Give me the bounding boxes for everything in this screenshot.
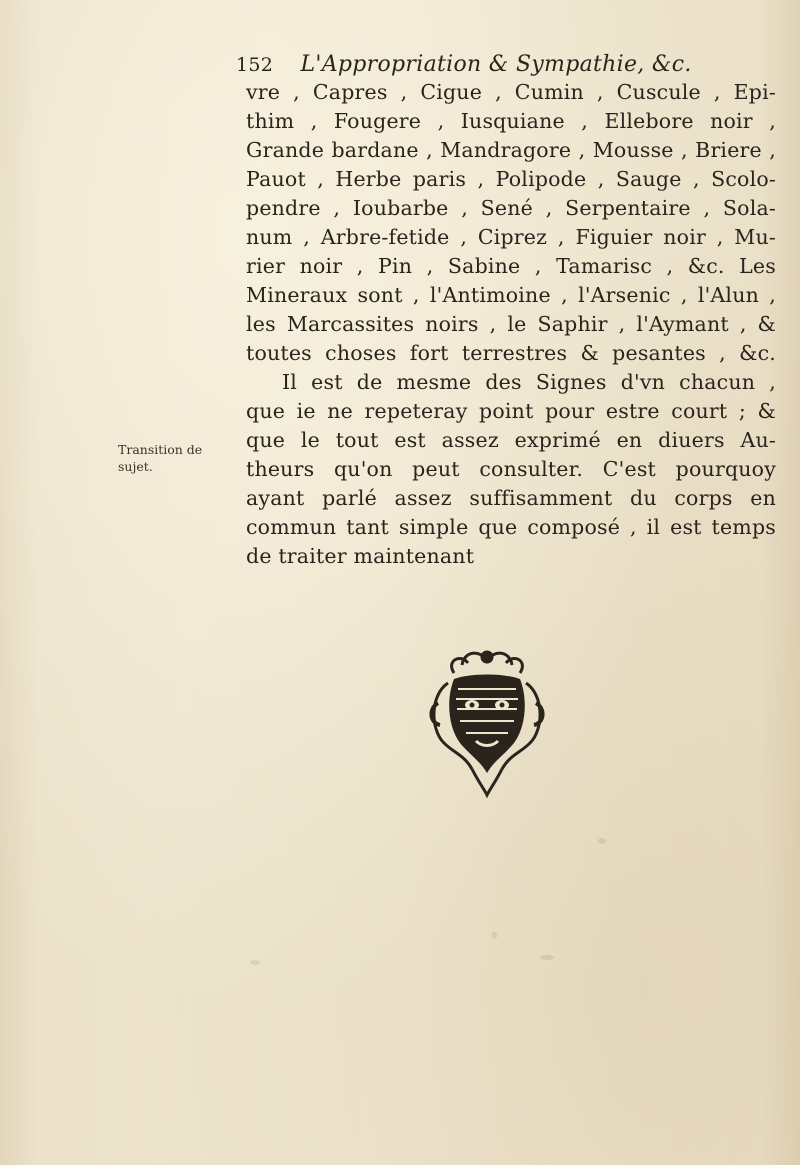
body-text: [246, 78, 776, 571]
margin-note: [118, 441, 244, 475]
text-line: thim , Fougere , Iusquiane , Ellebore noir ,: [246, 109, 776, 133]
text-line: rier noir , Pin , Sabine , Tamarisc , &c. Les: [246, 254, 776, 278]
text-line: toutes choses fort terrestres & pesantes , &c.: [246, 341, 776, 365]
foxing-spot: [492, 932, 497, 939]
text-line: que le tout est assez exprimé en diuers Au-: [246, 428, 776, 452]
running-head: [236, 52, 692, 77]
text-line: que ie ne repeteray point pour estre court ; &: [246, 399, 776, 423]
text-line: de traiter maintenant: [246, 544, 475, 568]
margin-note-line: sujet.: [118, 459, 153, 474]
text-line: Mineraux sont , l'Antimoine , l'Arsenic , l'Alun ,: [246, 283, 776, 307]
foxing-spot: [250, 960, 260, 965]
text-line: vre , Capres , Cigue , Cumin , Cuscule , Epi-: [246, 80, 776, 104]
page-number: 152: [236, 54, 274, 76]
foxing-spot: [540, 955, 554, 960]
margin-note-line: Transition de: [118, 442, 203, 457]
text-line: ayant parlé assez suffisamment du corps en: [246, 486, 776, 510]
text-line: Il est de mesme des Signes d'vn chacun ,: [282, 370, 776, 394]
text-line: les Marcassites noirs , le Saphir , l'Aymant , &: [246, 312, 776, 336]
text-line: commun tant simple que composé , il est temps: [246, 515, 776, 539]
text-line: pendre , Ioubarbe , Sené , Serpentaire , Sola-: [246, 196, 776, 220]
foxing-spot: [598, 838, 606, 844]
text-line: Pauot , Herbe paris , Polipode , Sauge , Scolo-: [246, 167, 776, 191]
running-title: L'Appropriation & Sympathie, &c.: [300, 52, 692, 77]
printers-ornament-icon: [424, 643, 550, 799]
text-line: Grande bardane , Mandragore , Mousse , Briere ,: [246, 138, 776, 162]
text-line: num , Arbre-fetide , Ciprez , Figuier noir , Mu-: [246, 225, 776, 249]
text-line: theurs qu'on peut consulter. C'est pourquoy: [246, 457, 776, 481]
